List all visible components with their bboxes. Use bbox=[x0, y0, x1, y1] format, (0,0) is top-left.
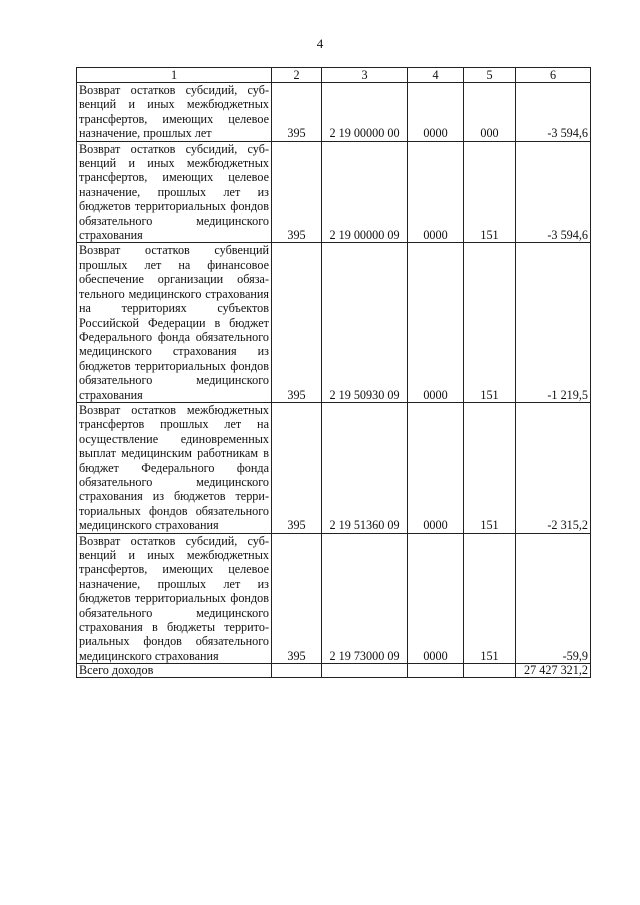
row-code5: 151 bbox=[464, 243, 516, 402]
column-header: 2 bbox=[272, 68, 322, 83]
row-amount: -3 594,6 bbox=[516, 83, 591, 142]
row-description: Возврат остатков субвенций прошлых лет на финансовое обеспечение организации обязательного медицинского страхования на территориях субъектов Российской Федерации в бюджет Федерального фонда обязательного медицинского страхования из бюджетов территориальных фондов обязательного медицинского страхования bbox=[77, 243, 272, 402]
row-code: 2 19 50930 09 bbox=[322, 243, 408, 402]
table-row bbox=[77, 83, 591, 142]
row-admin-code: 395 bbox=[272, 402, 322, 533]
column-header: 4 bbox=[408, 68, 464, 83]
row-code5: 151 bbox=[464, 533, 516, 664]
row-code4: 0000 bbox=[408, 402, 464, 533]
row-admin-code: 395 bbox=[272, 141, 322, 243]
row-amount: -3 594,6 bbox=[516, 141, 591, 243]
row-code4: 0000 bbox=[408, 141, 464, 243]
row-code: 2 19 00000 09 bbox=[322, 141, 408, 243]
row-admin-code: 395 bbox=[272, 83, 322, 142]
page-number: 4 bbox=[316, 36, 324, 51]
row-code5: 151 bbox=[464, 141, 516, 243]
column-header: 1 bbox=[77, 68, 272, 83]
total-row bbox=[77, 664, 591, 678]
column-header: 3 bbox=[322, 68, 408, 83]
row-code: 2 19 73000 09 bbox=[322, 533, 408, 664]
row-code4: 0000 bbox=[408, 243, 464, 402]
table-row bbox=[77, 533, 591, 664]
total-label: Всего доходов bbox=[77, 664, 272, 678]
row-code: 2 19 00000 00 bbox=[322, 83, 408, 142]
table-row bbox=[77, 141, 591, 243]
row-code4: 0000 bbox=[408, 83, 464, 142]
column-header: 6 bbox=[516, 68, 591, 83]
table-row bbox=[77, 402, 591, 533]
row-admin-code: 395 bbox=[272, 533, 322, 664]
row-amount: -2 315,2 bbox=[516, 402, 591, 533]
table-row bbox=[77, 243, 591, 402]
row-amount: -59,9 bbox=[516, 533, 591, 664]
revenue-table bbox=[76, 67, 591, 678]
row-admin-code: 395 bbox=[272, 243, 322, 402]
empty-cell bbox=[272, 664, 322, 678]
row-code: 2 19 51360 09 bbox=[322, 402, 408, 533]
row-description: Возврат остатков субсидий, субвенций и иных межбюджетных трансфертов, имеющих целевое назначение, прошлых лет из бюджетов территориальных фондов обязательного медицинского страхования в бюджеты территориальных фондов обязательного медицинского страхования bbox=[77, 533, 272, 664]
empty-cell bbox=[408, 664, 464, 678]
empty-cell bbox=[322, 664, 408, 678]
row-description: Возврат остатков межбюджетных трансфертов прошлых лет на осуществление единовременных выплат медицинским работникам в бюджет Федерального фонда обязательного медицинского страхования из бюджетов территориальных фондов обязательного медицинского страхования bbox=[77, 402, 272, 533]
row-code5: 151 bbox=[464, 402, 516, 533]
row-code4: 0000 bbox=[408, 533, 464, 664]
row-code5: 000 bbox=[464, 83, 516, 142]
total-amount: 27 427 321,2 bbox=[516, 664, 591, 678]
row-description: Возврат остатков субсидий, субвенций и иных межбюджетных трансфертов, имеющих целевое назначение, прошлых лет bbox=[77, 83, 272, 142]
table-header-row bbox=[77, 68, 591, 83]
row-amount: -1 219,5 bbox=[516, 243, 591, 402]
row-description: Возврат остатков субсидий, субвенций и иных межбюджетных трансфертов, имеющих целевое назначение, прошлых лет из бюджетов территориальных фондов обязательного медицинского страхования bbox=[77, 141, 272, 243]
column-header: 5 bbox=[464, 68, 516, 83]
empty-cell bbox=[464, 664, 516, 678]
